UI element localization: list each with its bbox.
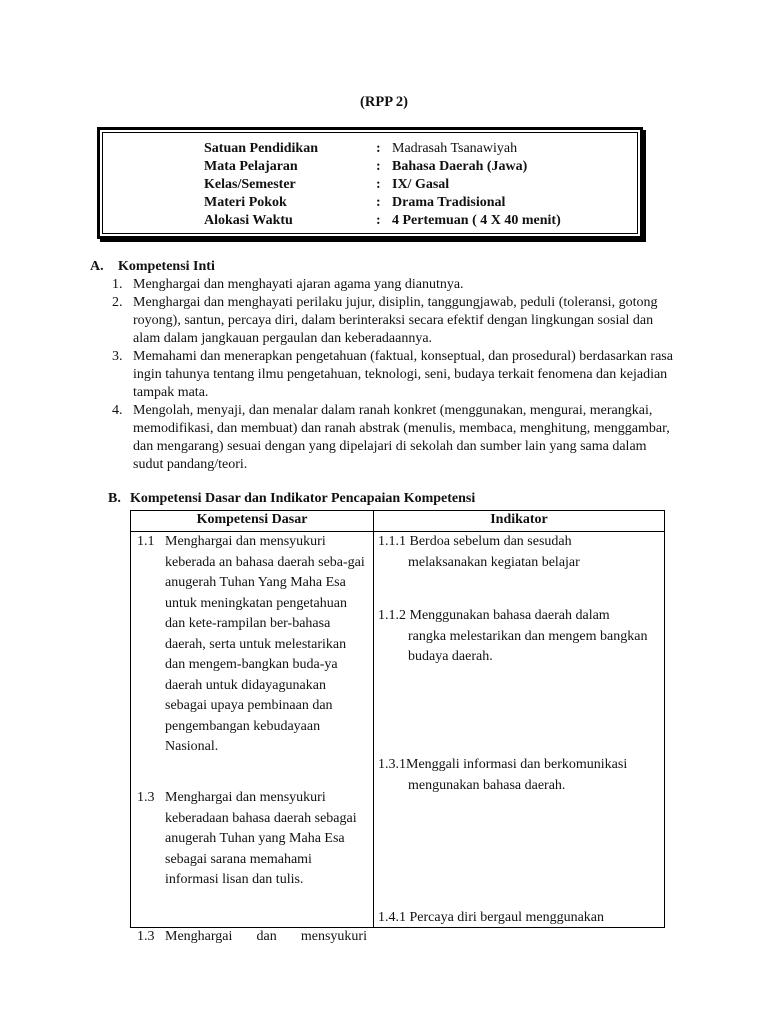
info-value: Drama Tradisional — [392, 195, 506, 210]
info-value: Bahasa Daerah (Jawa) — [392, 159, 528, 174]
column-header-kd: Kompetensi Dasar — [131, 511, 374, 532]
kd-item — [137, 532, 367, 758]
info-label: Satuan Pendidikan — [204, 141, 318, 156]
list-text: Menghargai dan menghayati ajaran agama yang dianutnya. — [133, 277, 464, 292]
list-text: Menghargai dan menghayati perilaku jujur, disiplin, tanggungjawab, peduli (toleransi, gotong royong), santun, percaya diri, dalam berinteraksi secara efektif dengan lingkungan sosial dan alam dalam jangkauan pergaulan dan keberadaannya. — [133, 295, 658, 346]
list-number: 2. — [112, 295, 123, 310]
list-number: 1. — [112, 277, 123, 292]
indikator-number: 1.1.1 — [378, 534, 406, 549]
indikator-cell — [374, 532, 665, 928]
indikator-text-first: Menggunakan bahasa daerah dalam — [409, 608, 610, 623]
section-b-heading — [108, 491, 475, 507]
indikator-text-first: Percaya diri bergaul menggunakan — [409, 910, 605, 925]
kd-text: Menghargai dan mensyukuri keberada an bahasa daerah seba-gai anugerah Tuhan Yang Maha Esa untuk meningkatan pengetahuan dan kete-rampilan ber-bahasa daerah, serta untuk melestarikan dan mengem-bangkan buda-ya daerah untuk didayagunakan sebagai upaya pembinaan dan pengembangan kebudayaan Nasional. — [165, 534, 365, 754]
list-text: Memahami dan menerapkan pengetahuan (faktual, konseptual, dan prosedural) berdasarkan rasa ingin tahunya tentang ilmu pengetahuan, teknologi, seni, budaya terkait fenomena dan kejadian tampak mata. — [133, 349, 673, 400]
kd-indikator-table — [130, 510, 665, 944]
list-number: 3. — [112, 349, 123, 364]
indikator-number: 1.4.1 — [378, 910, 406, 925]
section-heading-text: Kompetensi Dasar dan Indikator Pencapaian Kompetensi — [130, 491, 476, 506]
info-colon: : — [376, 177, 381, 192]
column-header-indikator: Indikator — [374, 511, 665, 532]
list-item — [112, 348, 680, 402]
info-label: Kelas/Semester — [204, 177, 296, 192]
kd-number: 1.3 — [137, 929, 155, 944]
indikator-text-rest: rangka melestarikan dan mengem bangkan budaya daerah. — [408, 628, 648, 664]
info-colon: : — [376, 213, 381, 228]
list-item — [112, 276, 680, 294]
info-colon: : — [376, 141, 381, 156]
indikator-number: 1.3.1 — [378, 757, 406, 772]
indikator-item — [378, 755, 660, 796]
identity-box — [97, 127, 643, 239]
info-colon: : — [376, 159, 381, 174]
list-number: 4. — [112, 403, 123, 418]
info-value: 4 Pertemuan ( 4 X 40 menit) — [392, 213, 561, 228]
section-heading-text: Kompetensi Inti — [118, 259, 215, 274]
kompetensi-inti-list — [112, 276, 680, 474]
list-item — [112, 402, 680, 474]
kd-item — [137, 927, 367, 948]
indikator-item — [378, 908, 660, 929]
info-label: Materi Pokok — [204, 195, 287, 210]
page-title: (RPP 2) — [360, 94, 408, 110]
indikator-text-first: Berdoa sebelum dan sesudah — [409, 534, 572, 549]
info-value: IX/ Gasal — [392, 177, 450, 192]
indikator-item — [378, 606, 660, 668]
info-colon: : — [376, 195, 381, 210]
indikator-text-rest: melaksanakan kegiatan belajar — [408, 554, 580, 570]
indikator-text-rest: mengunakan bahasa daerah. — [408, 777, 566, 793]
indikator-text-first: Menggali informasi dan berkomunikasi — [406, 757, 628, 772]
info-label: Alokasi Waktu — [204, 213, 293, 228]
kd-number: 1.3 — [137, 790, 155, 805]
section-letter: B. — [108, 491, 121, 506]
kd-item — [137, 788, 367, 891]
list-item — [112, 294, 680, 348]
section-a-heading — [90, 259, 215, 275]
info-label: Mata Pelajaran — [204, 159, 298, 174]
section-letter: A. — [90, 259, 104, 274]
kd-text: Menghargai dan mensyukuri keberadaan bahasa daerah sebagai anugerah Tuhan yang Maha Esa sebagai sarana memahami informasi lisan dan tulis. — [165, 790, 357, 887]
kd-cell — [131, 532, 374, 944]
list-text: Mengolah, menyaji, dan menalar dalam ranah konkret (menggunakan, mengurai, merangkai, memodifikasi, dan membuat) dan ranah abstrak (menulis, membaca, menghitung, menggambar, dan mengarang) sesuai dengan yang dipelajari di sekolah dan sumber lain yang sama dalam sudut pandang/teori. — [133, 403, 670, 472]
kd-text: Menghargai dan mensyukuri — [165, 929, 367, 944]
kd-number: 1.1 — [137, 534, 155, 549]
indikator-item — [378, 532, 660, 573]
indikator-number: 1.1.2 — [378, 608, 406, 623]
info-value: Madrasah Tsanawiyah — [392, 141, 518, 156]
